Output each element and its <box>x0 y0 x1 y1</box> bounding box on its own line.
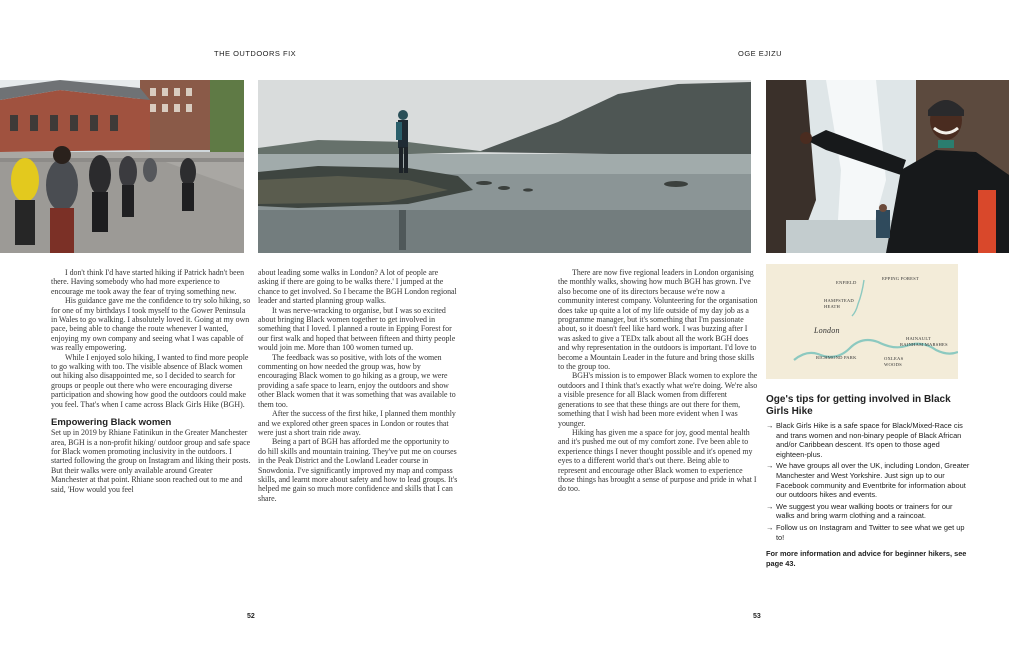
body-column-3 <box>558 268 758 494</box>
map-label-london: London <box>814 326 840 335</box>
lake-hiker-photo <box>258 80 751 253</box>
paragraph: There are now five regional leaders in London organising the monthly walks, showing how much BGH has grown. I've also become one of its directors because we're now a community interest company. Volunteering for the organisation does take up quite a lot of my life outside of my day job as a programme manager, but it's something that I'm passionate about, so it doesn't feel like hard work. I was buzzing after I was asked to give a TEDx talk about all the work BGH does and why representation in the outdoors is important. I'd love to become a Mountain Leader in the future and bring those skills to the group too. <box>558 268 758 372</box>
map-label-hampstead-heath: HAMPSTEAD HEATH <box>824 298 854 309</box>
running-head-left: THE OUTDOORS FIX <box>214 49 297 58</box>
paragraph: Set up in 2019 by Rhiane Fatinikun in the Greater Manchester area, BGH is a non-profit hiking/ outdoor group and safe space for Black women promoting inclusivity in the outdoors. I started following the group on Instagram and liking their posts. But their walks were only available around Greater Manchester at that point. Rhiane soon reached out to me and said, 'How would you feel <box>51 428 251 494</box>
street-walkers-image <box>0 80 244 253</box>
lake-hiker-image <box>258 80 751 253</box>
paragraph: Hiking has given me a space for joy, good mental health and it's pushed me out of my comfort zone. I've been able to experience things I never thought possible and it's opened my eyes to a different world that's out there. Being able to represent and encourage other Black women to experience those things has brought a sense of purpose and pride in what I do too. <box>558 427 757 494</box>
page-number-right: 53 <box>753 613 761 620</box>
tip-item: → We have groups all over the UK, including London, Greater Manchester and West Yorkshire. Just sign up to our Facebook community and Eventbrite for information about our outdoors hikes and events. <box>766 461 970 500</box>
body-column-2 <box>258 268 458 503</box>
tip-item: → Black Girls Hike is a safe space for Black/Mixed-Race cis and trans women and non-binary people of Black African and/or Caribbean descent. It's open to those aged eighteen-plus. <box>766 421 963 459</box>
tips-title: Oge's tips for getting involved in Black Girls Hike <box>766 394 951 417</box>
running-head-right: OGE EJIZU <box>738 49 783 58</box>
london-map-lines <box>766 264 958 379</box>
map-label-rainham-marshes: RAINHAM MARSHES <box>900 342 948 347</box>
tip-item: → We suggest you wear walking boots or trainers for our walks and bring warm clothing and a raincoat. <box>766 501 953 521</box>
street-walkers-photo <box>0 80 244 253</box>
arrow-right-icon: → <box>766 421 774 430</box>
paragraph: Being a part of BGH has afforded me the opportunity to do hill skills and mountain training. They've put me on courses in the Peak District and the Lowland Leader course in Snowdonia. I've significantly improved my map and compass skills, and learnt more about safety and how to lead groups. It's helped me gain so much more confidence and skills that I can share. <box>258 437 458 503</box>
arrow-right-icon: → <box>766 461 774 471</box>
tips-list <box>766 421 971 542</box>
map-label-hainault: HAINAULT <box>906 336 931 341</box>
london-map <box>766 264 958 379</box>
tip-item: → Follow us on Instagram and Twitter to see what we get up to! <box>766 522 965 542</box>
body-column-1 <box>51 268 251 494</box>
paragraph: After the success of the first hike, I planned them monthly and we explored other green spaces in London or routes that were just a short train ride away. <box>258 409 456 437</box>
map-label-oxleas-woods: OXLEAS WOODS <box>884 356 904 367</box>
section-heading: Empowering Black women <box>51 417 172 429</box>
page-number-left: 52 <box>247 613 255 620</box>
map-label-enfield: ENFIELD <box>836 280 857 285</box>
more-info-note: For more information and advice for beginner hikers, see page 43. <box>766 549 967 568</box>
tips-box <box>766 394 971 568</box>
paragraph: The feedback was so positive, with lots of the women commenting on how needed the group was, how by encouraging Black women to go hiking as a group, we were providing a safe space to learn, enjoy the outdoors and show other Black women that it was something that was available to them too. <box>258 352 456 409</box>
paragraph: I don't think I'd have started hiking if Patrick hadn't been there. Having somebody who had more experience to encourage me took away the fear of trying something new. <box>51 268 245 296</box>
map-label-richmond-park: RICHMOND PARK <box>816 355 857 360</box>
arrow-right-icon: → <box>766 501 774 511</box>
paragraph: It was nerve-wracking to organise, but I was so excited about bringing Black women together to get involved in something that I loved. I planned a route in Epping Forest for our first walk and hoped that between fifteen and thirty people would join me. More than 100 women turned up. <box>258 305 456 353</box>
waterfall-portrait-image <box>766 80 1009 253</box>
waterfall-portrait-photo <box>766 80 1009 253</box>
paragraph: about leading some walks in London? A lot of people are asking if there are going to be walks there.' I jumped at the chance to get involved. So I became the BGH London regional leader and started planning group walks. <box>258 268 457 306</box>
paragraph: BGH's mission is to empower Black women to explore the outdoors and I think that's exactly what we're doing. We're also a visible presence for all Black women from different generations to see that these things are out there for them, something that I wish had been more evident when I was younger. <box>558 371 758 428</box>
paragraph: His guidance gave me the confidence to try solo hiking, so for one of my birthdays I took myself to the Gower Peninsula in Wales to go walking. I absolutely loved it. Going at my own pace, being able to change the route whenever I wanted, enjoying my own company and seeing what I was capable of was really empowering. <box>51 296 251 353</box>
map-label-epping-forest: EPPING FOREST <box>882 276 919 281</box>
arrow-right-icon: → <box>766 522 774 532</box>
paragraph: While I enjoyed solo hiking, I wanted to find more people to go walking with too. The visible absence of Black women out hiking also disappointed me, so I decided to search for groups or people out there who were encouraging diverse participation and showing how good the outdoors could make you feel. That's when I came across Black Girls Hike (BGH). <box>51 352 249 409</box>
